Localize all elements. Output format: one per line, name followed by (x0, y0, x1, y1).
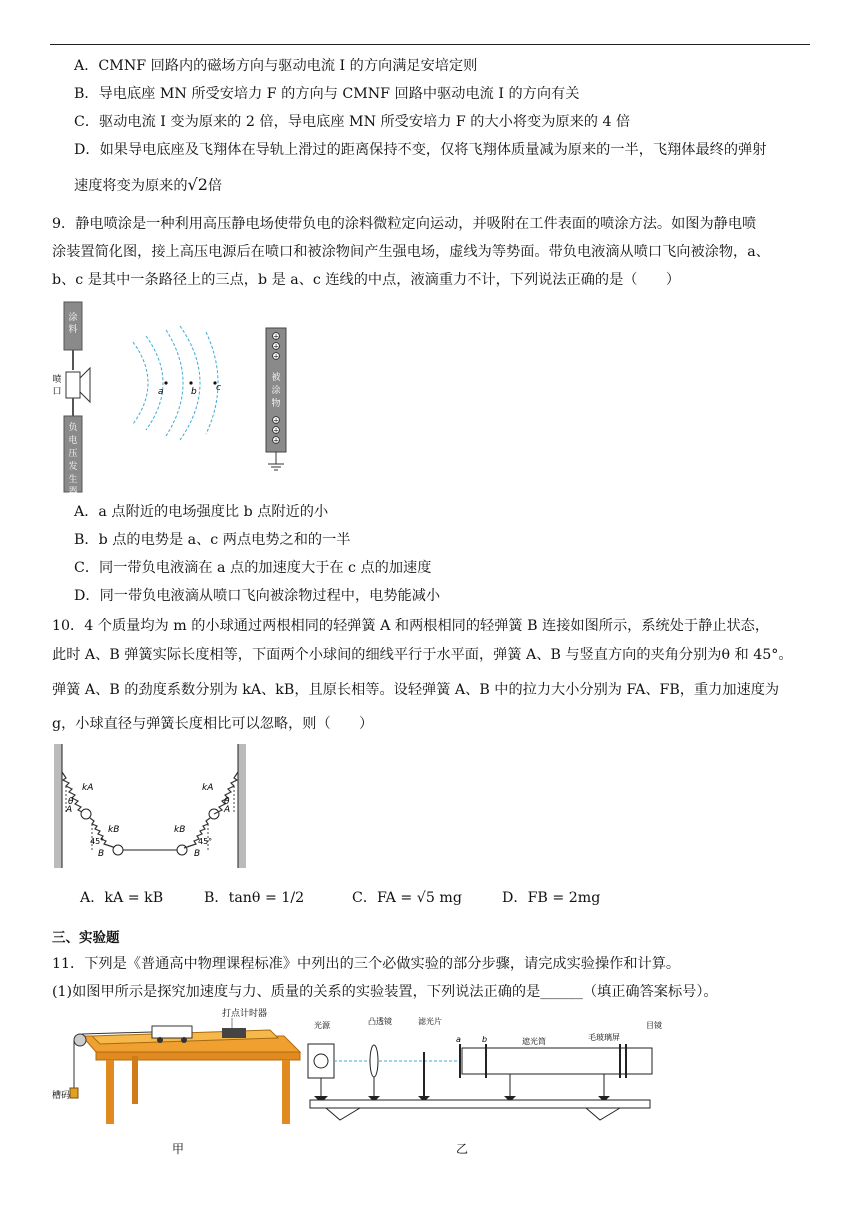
q9-option-c: C．同一带负电液滴在 a 点的加速度大于在 c 点的加速度 (74, 560, 432, 576)
light-label: 光源 (314, 1021, 330, 1030)
q10-figure (52, 742, 248, 870)
q11-figure-a (52, 1006, 304, 1130)
q9-option-b: B．b 点的电势是 a、c 两点电势之和的一半 (74, 532, 351, 548)
q10-stem-line2: 此时 A、B 弹簧实际长度相等，下面两个小球间的细线平行于水平面，弹簧 A、B 与竖直方向的夹角分别为θ 和 45°。 (52, 647, 793, 663)
svg-text:口: 口 (52, 387, 62, 397)
svg-text:物: 物 (271, 399, 281, 409)
svg-text:+: + (273, 416, 279, 425)
q9-stem-line2: 涂装置简化图，接上高压电源后在喷口和被涂物间产生强电场，虚线为等势面。带负电液滴从喷口飞向被涂物，a、 (52, 244, 770, 260)
label-theta-left: θ (68, 797, 74, 807)
weight-label: 槽码 (52, 1091, 71, 1101)
label-kb-right: kB (174, 825, 186, 835)
slit-a: a (456, 1035, 461, 1044)
point-a (164, 381, 167, 384)
filter-label: 滤光片 (418, 1017, 442, 1026)
weight-icon (70, 1088, 78, 1098)
label-theta-right: θ (224, 797, 230, 807)
q9-stem-line1: 9．静电喷涂是一种利用高压静电场使带负电的涂料微粒定向运动，并吸附在工件表面的喷涂方法。如图为静电喷 (52, 216, 757, 232)
sqrt2: √2 (187, 175, 208, 194)
nozzle (66, 372, 80, 398)
q10-option-c: C．FA = √5 mg (352, 890, 462, 906)
nozzle-label: 喷 (52, 375, 62, 385)
q8-option-c: C．驱动电流 I 变为原来的 2 倍，导电底座 MN 所受安培力 F 的大小将变为原来的 4 倍 (74, 114, 631, 130)
q11-figure-b (300, 1016, 670, 1124)
generator-label: 负 (68, 423, 78, 433)
q8-option-b: B．导电底座 MN 所受安培力 F 的方向与 CMNF 回路中驱动电流 I 的方向有关 (74, 86, 580, 102)
label-b-right: B (194, 849, 201, 859)
svg-text:生: 生 (68, 475, 78, 485)
svg-text:+: + (273, 332, 279, 341)
screen-label: 毛玻璃屏 (588, 1033, 620, 1042)
slit-b: b (482, 1035, 488, 1044)
q11-stem-line1: 11．下列是《普通高中物理课程标准》中列出的三个必做实验的部分步骤，请完成实验操作和计算。 (52, 956, 681, 972)
label-b: b (191, 387, 197, 397)
q9-option-d: D．同一带负电液滴从喷口飞向被涂物过程中，电势能减小 (74, 588, 441, 604)
q9-option-a: A．a 点附近的电场强度比 b 点附近的小 (74, 504, 329, 520)
label-a: a (158, 387, 164, 397)
label-kb-left: kB (108, 825, 120, 835)
q10-stem-line3: 弹簧 A、B 的劲度系数分别为 kA、kB，且原长相等。设轻弹簧 A、B 中的拉力大小分别为 FA、FB，重力加速度为 (52, 682, 780, 698)
q9-stem-line3: b、c 是其中一条路径上的三点，b 是 a、c 连线的中点，液滴重力不计，下列说法正确的是（ ） (52, 272, 681, 288)
q10-stem-line1: 10．4 个质量均为 m 的小球通过两根相同的轻弹簧 A 和两根相同的轻弹簧 B 连接如图所示，系统处于静止状态， (52, 618, 770, 634)
svg-text:+: + (273, 352, 279, 361)
svg-text:发: 发 (68, 462, 78, 472)
target-label: 被 (271, 373, 281, 383)
svg-text:+: + (273, 342, 279, 351)
light-tube (462, 1048, 652, 1074)
lens-label: 凸透镜 (368, 1017, 392, 1026)
section-title: 三、实验题 (52, 930, 120, 946)
equipotential-lines (133, 326, 218, 440)
q10-option-d: D．FB = 2mg (502, 890, 601, 906)
svg-text:+: + (273, 426, 279, 435)
ball-a-left (81, 809, 91, 819)
svg-text:料: 料 (68, 325, 78, 335)
timer-label: 打点计时器 (222, 1009, 268, 1019)
caption-b: 乙 (456, 1142, 469, 1156)
q11-stem-line2: (1)如图甲所示是探究加速度与力、质量的关系的实验装置，下列说法正确的是______（填正确答案标号）。 (52, 984, 718, 1000)
q8-option-a: A．CMNF 回路内的磁场方向与驱动电流 I 的方向满足安培定则 (74, 58, 478, 74)
right-wall (238, 744, 246, 868)
label-c: c (216, 383, 221, 393)
q8-option-d-line1: D．如果导电底座及飞翔体在导轨上滑过的距离保持不变，仅将飞翔体质量减为原来的一半，飞翔体最终的弹射 (74, 142, 767, 158)
label-ka-left: kA (82, 783, 94, 793)
convex-lens (370, 1045, 378, 1077)
label-a-right: A (224, 805, 231, 815)
coating-label: 涂 (68, 313, 78, 323)
label-b-left: B (98, 849, 105, 859)
point-b (189, 381, 192, 384)
rail (310, 1100, 650, 1108)
ball-b-right (177, 845, 187, 855)
svg-text:器: 器 (68, 487, 78, 496)
label-ka-right: kA (202, 783, 214, 793)
top-rule (50, 44, 810, 45)
q8-option-d-line2: 速度将变为原来的√2倍 (74, 175, 223, 194)
q10-option-b: B．tanθ = 1/2 (204, 890, 305, 906)
tube-label: 遮光筒 (522, 1037, 546, 1046)
label-45-left: 45° (90, 837, 105, 846)
svg-text:涂: 涂 (271, 386, 281, 396)
cart (152, 1026, 192, 1038)
timer-icon (222, 1028, 246, 1038)
svg-text:电: 电 (68, 436, 78, 446)
svg-text:压: 压 (68, 449, 78, 459)
pulley (74, 1034, 86, 1046)
left-wall (54, 744, 62, 868)
ball-b-left (113, 845, 123, 855)
label-a-left: A (66, 805, 73, 815)
eyepiece-label: 目镜 (646, 1021, 662, 1030)
q9-figure (48, 298, 308, 496)
q10-option-a: A．kA = kB (80, 890, 164, 906)
caption-a: 甲 (172, 1142, 185, 1156)
svg-text:+: + (273, 436, 279, 445)
label-45-right: 45° (198, 837, 213, 846)
q10-stem-line4: g，小球直径与弹簧长度相比可以忽略，则（ ） (52, 716, 374, 732)
